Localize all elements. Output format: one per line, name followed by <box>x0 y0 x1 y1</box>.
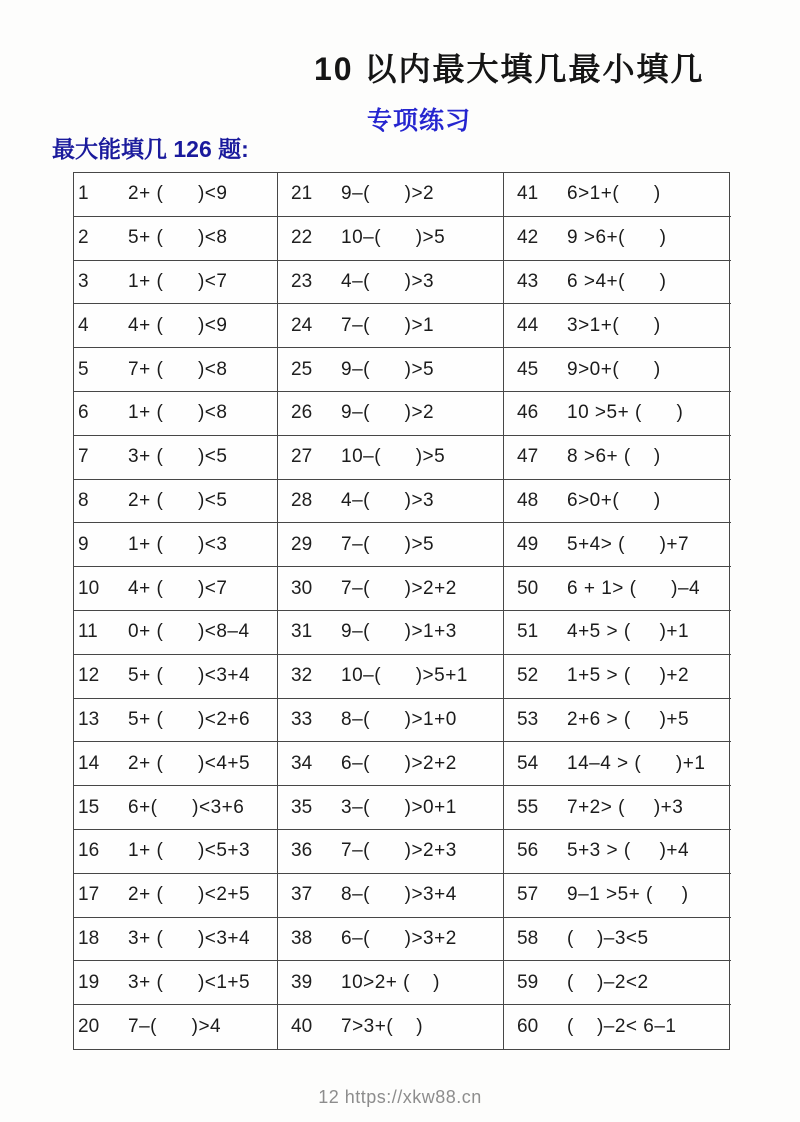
problem-cell <box>278 217 504 261</box>
problem-number: 15 <box>78 796 100 818</box>
problem-expression: 4–( )>3 <box>341 270 435 292</box>
problem-number: 3 <box>78 270 89 292</box>
problem-expression: 9–( )>5 <box>341 358 435 380</box>
problem-expression: 6>0+( ) <box>567 489 661 511</box>
problem-number: 18 <box>78 927 100 949</box>
problem-cell <box>74 348 278 392</box>
problem-number: 44 <box>517 314 539 336</box>
problem-expression: 1+ ( )<3 <box>128 533 228 555</box>
problem-expression: 5+ ( )<8 <box>128 227 228 249</box>
problem-expression: 1+5 > ( )+2 <box>567 665 690 687</box>
problem-number: 35 <box>291 796 313 818</box>
problem-expression: 9 >6+( ) <box>567 227 667 249</box>
problem-number: 58 <box>517 927 539 949</box>
problem-cell <box>278 699 504 743</box>
problem-cell <box>74 261 278 305</box>
problem-number: 17 <box>78 884 100 906</box>
problem-cell <box>278 567 504 611</box>
problem-cell <box>74 655 278 699</box>
problem-expression: 4+ ( )<7 <box>128 577 228 599</box>
problem-cell <box>278 961 504 1005</box>
problem-expression: ( )–3<5 <box>567 927 649 949</box>
problem-expression: 7–( )>1 <box>341 314 435 336</box>
problem-expression: 3+ ( )<5 <box>128 446 228 468</box>
problem-cell <box>278 523 504 567</box>
problem-cell <box>74 742 278 786</box>
problem-number: 59 <box>517 971 539 993</box>
problem-number: 55 <box>517 796 539 818</box>
problem-cell <box>74 874 278 918</box>
problem-cell <box>74 918 278 962</box>
problem-cell <box>278 830 504 874</box>
problem-expression: 7–( )>2+3 <box>341 840 457 862</box>
problem-cell <box>504 523 731 567</box>
problem-number: 41 <box>517 183 539 205</box>
problem-cell <box>278 786 504 830</box>
problem-cell <box>504 348 731 392</box>
problem-expression: 2+ ( )<9 <box>128 183 228 205</box>
problem-expression: 4–( )>3 <box>341 489 435 511</box>
problem-expression: ( )–2<2 <box>567 971 649 993</box>
problem-expression: 14–4 > ( )+1 <box>567 752 706 774</box>
problem-cell <box>504 786 731 830</box>
problem-expression: 6 + 1> ( )–4 <box>567 577 701 599</box>
problem-expression: 10–( )>5+1 <box>341 665 468 687</box>
problem-number: 54 <box>517 752 539 774</box>
problem-number: 39 <box>291 971 313 993</box>
problem-number: 8 <box>78 489 89 511</box>
problem-cell <box>74 611 278 655</box>
problem-cell <box>278 392 504 436</box>
problem-cell <box>278 611 504 655</box>
problem-number: 16 <box>78 840 100 862</box>
problem-number: 20 <box>78 1016 100 1038</box>
problem-number: 52 <box>517 665 539 687</box>
problem-expression: 1+ ( )<8 <box>128 402 228 424</box>
problem-cell <box>504 742 731 786</box>
page-title: 10 以内最大填几最小填几 <box>314 51 705 87</box>
problem-number: 32 <box>291 665 313 687</box>
problem-cell <box>278 1005 504 1049</box>
problem-cell <box>278 655 504 699</box>
problem-expression: 0+ ( )<8–4 <box>128 621 250 643</box>
problem-number: 43 <box>517 270 539 292</box>
problem-number: 34 <box>291 752 313 774</box>
problem-cell <box>278 261 504 305</box>
problem-expression: 8 >6+ ( ) <box>567 446 661 468</box>
problem-cell <box>278 304 504 348</box>
problem-expression: 6>1+( ) <box>567 183 661 205</box>
problem-cell <box>504 830 731 874</box>
problem-cell <box>504 304 731 348</box>
problem-cell <box>74 699 278 743</box>
problem-expression: 3–( )>0+1 <box>341 796 457 818</box>
problem-expression: 9–1 >5+ ( ) <box>567 884 689 906</box>
problem-number: 31 <box>291 621 313 643</box>
problem-cell <box>74 830 278 874</box>
problem-expression: 9–( )>1+3 <box>341 621 457 643</box>
problem-cell <box>278 918 504 962</box>
problem-cell <box>278 480 504 524</box>
problem-cell <box>278 436 504 480</box>
problem-cell <box>504 655 731 699</box>
problem-expression: 7–( )>4 <box>128 1016 222 1038</box>
problem-expression: 10–( )>5 <box>341 446 446 468</box>
problem-number: 47 <box>517 446 539 468</box>
problem-cell <box>74 217 278 261</box>
problem-expression: 10–( )>5 <box>341 227 446 249</box>
problem-cell <box>504 1005 731 1049</box>
problem-cell <box>504 217 731 261</box>
problem-number: 45 <box>517 358 539 380</box>
problem-number: 30 <box>291 577 313 599</box>
problem-expression: 1+ ( )<5+3 <box>128 840 251 862</box>
problem-expression: 9–( )>2 <box>341 183 435 205</box>
problem-number: 2 <box>78 227 89 249</box>
problem-expression: 2+ ( )<5 <box>128 489 228 511</box>
problem-cell <box>74 1005 278 1049</box>
problem-cell <box>504 611 731 655</box>
problem-number: 37 <box>291 884 313 906</box>
problem-number: 25 <box>291 358 313 380</box>
worksheet-table <box>73 172 730 1050</box>
problem-number: 29 <box>291 533 313 555</box>
problem-cell <box>74 567 278 611</box>
problem-cell <box>504 261 731 305</box>
problem-number: 40 <box>291 1016 313 1038</box>
problem-cell <box>74 480 278 524</box>
problem-cell <box>504 699 731 743</box>
problem-number: 11 <box>78 621 98 643</box>
section-heading: 最大能填几 126 题: <box>52 136 249 162</box>
problem-number: 38 <box>291 927 313 949</box>
problem-expression: 7+2> ( )+3 <box>567 796 684 818</box>
problem-cell <box>504 567 731 611</box>
problem-cell <box>74 173 278 217</box>
problem-expression: 2+6 > ( )+5 <box>567 708 690 730</box>
problem-cell <box>504 874 731 918</box>
problem-expression: 6–( )>2+2 <box>341 752 457 774</box>
problem-number: 49 <box>517 533 539 555</box>
problem-number: 26 <box>291 402 313 424</box>
problem-expression: 6–( )>3+2 <box>341 927 457 949</box>
problem-expression: 3>1+( ) <box>567 314 661 336</box>
problem-cell <box>278 348 504 392</box>
problem-expression: 2+ ( )<2+5 <box>128 884 251 906</box>
problem-expression: 10>2+ ( ) <box>341 971 440 993</box>
problem-expression: 5+ ( )<2+6 <box>128 708 251 730</box>
problem-number: 13 <box>78 708 100 730</box>
problem-expression: ( )–2< 6–1 <box>567 1016 677 1038</box>
problem-number: 27 <box>291 446 313 468</box>
problem-number: 23 <box>291 270 313 292</box>
problem-number: 28 <box>291 489 313 511</box>
problem-number: 53 <box>517 708 539 730</box>
problem-number: 33 <box>291 708 313 730</box>
problem-expression: 7–( )>5 <box>341 533 435 555</box>
problem-number: 5 <box>78 358 89 380</box>
problem-number: 50 <box>517 577 539 599</box>
problem-expression: 8–( )>3+4 <box>341 884 457 906</box>
problem-number: 48 <box>517 489 539 511</box>
problem-cell <box>504 173 731 217</box>
problem-number: 24 <box>291 314 313 336</box>
problem-expression: 9–( )>2 <box>341 402 435 424</box>
problem-cell <box>504 392 731 436</box>
problem-expression: 6+( )<3+6 <box>128 796 245 818</box>
problem-number: 4 <box>78 314 89 336</box>
problem-cell <box>74 392 278 436</box>
problem-number: 19 <box>78 971 100 993</box>
problem-cell <box>74 961 278 1005</box>
problem-expression: 9>0+( ) <box>567 358 661 380</box>
problem-number: 6 <box>78 402 89 424</box>
problem-expression: 10 >5+ ( ) <box>567 402 684 424</box>
problem-expression: 7>3+( ) <box>341 1016 424 1038</box>
problem-expression: 5+ ( )<3+4 <box>128 665 251 687</box>
problem-expression: 2+ ( )<4+5 <box>128 752 251 774</box>
page-subtitle: 专项练习 <box>367 107 472 135</box>
problem-cell <box>74 786 278 830</box>
problem-number: 9 <box>78 533 89 555</box>
problem-cell <box>504 918 731 962</box>
problem-expression: 5+4> ( )+7 <box>567 533 690 555</box>
problem-number: 42 <box>517 227 539 249</box>
problem-number: 60 <box>517 1016 539 1038</box>
problem-cell <box>74 436 278 480</box>
problem-number: 51 <box>517 621 539 643</box>
problem-cell <box>504 436 731 480</box>
problem-number: 1 <box>78 183 89 205</box>
problem-cell <box>278 173 504 217</box>
problem-expression: 6 >4+( ) <box>567 270 667 292</box>
problem-number: 10 <box>78 577 100 599</box>
problem-expression: 7+ ( )<8 <box>128 358 228 380</box>
problem-cell <box>74 523 278 567</box>
problem-number: 21 <box>291 183 313 205</box>
problem-number: 12 <box>78 665 100 687</box>
problem-expression: 5+3 > ( )+4 <box>567 840 690 862</box>
problem-cell <box>504 961 731 1005</box>
problem-number: 22 <box>291 227 313 249</box>
problem-expression: 7–( )>2+2 <box>341 577 457 599</box>
problem-cell <box>278 742 504 786</box>
problem-number: 7 <box>78 446 89 468</box>
problem-number: 14 <box>78 752 100 774</box>
problem-cell <box>74 304 278 348</box>
problem-number: 36 <box>291 840 313 862</box>
problem-cell <box>504 480 731 524</box>
problem-expression: 4+5 > ( )+1 <box>567 621 690 643</box>
problem-expression: 1+ ( )<7 <box>128 270 228 292</box>
problem-expression: 3+ ( )<1+5 <box>128 971 251 993</box>
problem-cell <box>278 874 504 918</box>
problem-number: 57 <box>517 884 539 906</box>
problem-expression: 8–( )>1+0 <box>341 708 457 730</box>
problem-expression: 4+ ( )<9 <box>128 314 228 336</box>
problem-number: 56 <box>517 840 539 862</box>
problem-number: 46 <box>517 402 539 424</box>
problem-expression: 3+ ( )<3+4 <box>128 927 251 949</box>
page-footer-url: 12 https://xkw88.cn <box>318 1087 482 1107</box>
